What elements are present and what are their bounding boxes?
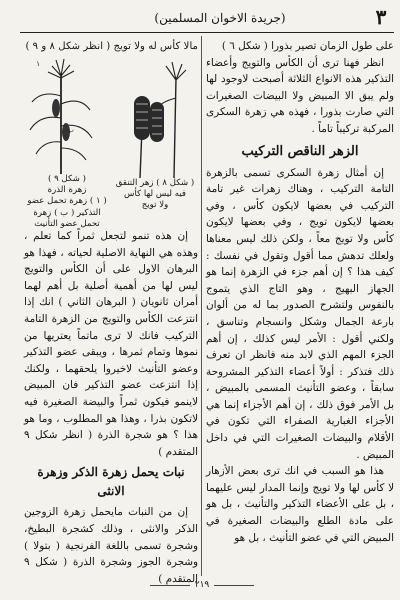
figure-8-caption <box>112 178 198 212</box>
figure-9-caption-line: زهرة الذرة <box>47 185 87 196</box>
figure-9-caption-line: ( ١ ) زهرة تحمل عضو <box>27 196 107 207</box>
figure-caption-top: مالا كأس له ولا تويج ( انظر شكل ٨ و ٩ ) <box>25 41 198 52</box>
left-column <box>24 38 198 587</box>
heading-male-female-flower: نبات يحمل زهرة الذكر وزهرة الانثى <box>37 465 185 499</box>
right-column <box>206 38 394 546</box>
footer-page-number: ٢١٩ <box>194 580 210 590</box>
header-rule <box>20 32 394 33</box>
running-head: (جريدة الاخوان المسلمين) <box>154 11 286 25</box>
figure-9-caption <box>24 174 110 230</box>
right-top-paragraph: انظر فهنا ترى أن الكأس والتويج وأعضاء التذكير هذه الانواع الثلاثة أصبحت لاوجود لها ولم يبق الا المبيض ولا البيضات الصغيرات التي صارت بذورا ، فهذه هي زهرة السكرى المركبة تركيباً تاماً . <box>206 56 394 135</box>
figure-8-caption-line: ولا تويج <box>141 200 169 211</box>
figure-8-caption-line: فيه ليس لها كأس <box>123 189 187 200</box>
right-body-paragraph-2: هذا هو السبب في انك ترى بعض الأزهار لا كأس لها ولا تويج وإنما المدار ليس عليهما ، بل على الأعضاء التذكير والتأنيث ، بل هو على مادة الطلع والبيضات الصغيرة في المبيض التي في عضو التأنيث ، بل هو <box>206 465 394 544</box>
right-body-paragraph-1: إن أمثال زهرة السكرى تسمى بالزهرة التامة التركيب ، وهناك زهرات غير تامة التركيب في بعضها لايكون كأس ، وفي بعضها لايكون تويج ، وفي بعضها لايكون كأس ولا تويج معاً ، ولكن ذلك ليس معناها ولعلك تدهش مما أقول وتقول في نفسك : كيف هذا ؟ إن أهم جزء في الزهرة إنما هو الجهاز البهيج ، وهو التاج الذي يتموج بالنفوس ولتشرح الصدور بما له من ألوان بارعة الجمال وشكل وانسجام وتناسق ، ولكني أقول : الأمر ليس كذلك ، إن أهم الجزء المهم الذي لابد منه فانظر ان تعرف ذلك فتذكر : أولاً أعضاء التذكير المشروحة سابقاً ، وعضو التأنيث المسمى بالمبيض ، بل الأمر فوق ذلك ، إن أهم الأجزاء إنما هي الأجزاء الغبارية الصفراء التي تكون في الأقلام والبيضات الصغيرات التي في داخل المبيض . <box>206 166 394 461</box>
figure-8-caption-line: ( شكل ٨ ) زهر التنقق <box>115 178 195 188</box>
page-number: ٣ <box>375 5 387 29</box>
svg-text:١: ١ <box>36 60 40 68</box>
figure-8-catkin-illustration <box>120 58 196 178</box>
figure-block <box>24 38 198 228</box>
footer-rule <box>150 585 190 586</box>
figure-9-caption-line: ( شكل ٩ ) <box>48 174 86 184</box>
svg-text:ب: ب <box>67 126 74 134</box>
figure-9-caption-line: التذكير ( ب ) زهرة <box>33 207 101 218</box>
left-paragraph-1: إن هذه تنمو لتجعل ثمراً كما تعلم ، وهذه هي النهاية الاصلية لحياته ، فهذا هو البرهان الاول على أن الكأس والتويج ليس لها من أهمية أصلية بل أهم لهما أمران ثانويان ( البرهان الثاني ) انك إذا انتزعت الكأس والتويج من الزهرة التامة التركيب فانك لا ترى ماتماً يعتريها من نموها وتمام ثمرها ، ويبقى عضو التذكير وعضو التأنيث لاخيروا يلحقهما ، ولكنك إذا انتزعت عضو التذكير فان المبيض لاينمو فيكون ثمراً والبيضة الصغيرة فيه لاتكون بذرا ، وهذا هو المطلوب ، وما هو هذا ؟ هو شجرة الذرة ( انظر شكل ٩ المتقدم ) <box>24 230 198 458</box>
column-rule <box>201 36 202 576</box>
figure-9-caption-line: تحمل عضو التأنيث <box>34 218 100 229</box>
figure-9-maize-illustration <box>28 56 94 174</box>
left-paragraph-2: إن من النبات مايحمل زهرة الزوجين الذكر والانثى ، وذلك كشجرة البطيخ، وشجرة تسمى باللغة الفرنجية ( بتولا ) وشجرة الجوز وشجرة الذرة ( شكل ٩ المتقدم ) <box>24 506 198 585</box>
heading-incomplete-flower: الزهر الناقص التركيب <box>241 143 359 159</box>
right-top-line: على طول الزمان تصير بذورا ( شكل ٦ ) <box>221 40 394 52</box>
footer-rule <box>214 585 254 586</box>
